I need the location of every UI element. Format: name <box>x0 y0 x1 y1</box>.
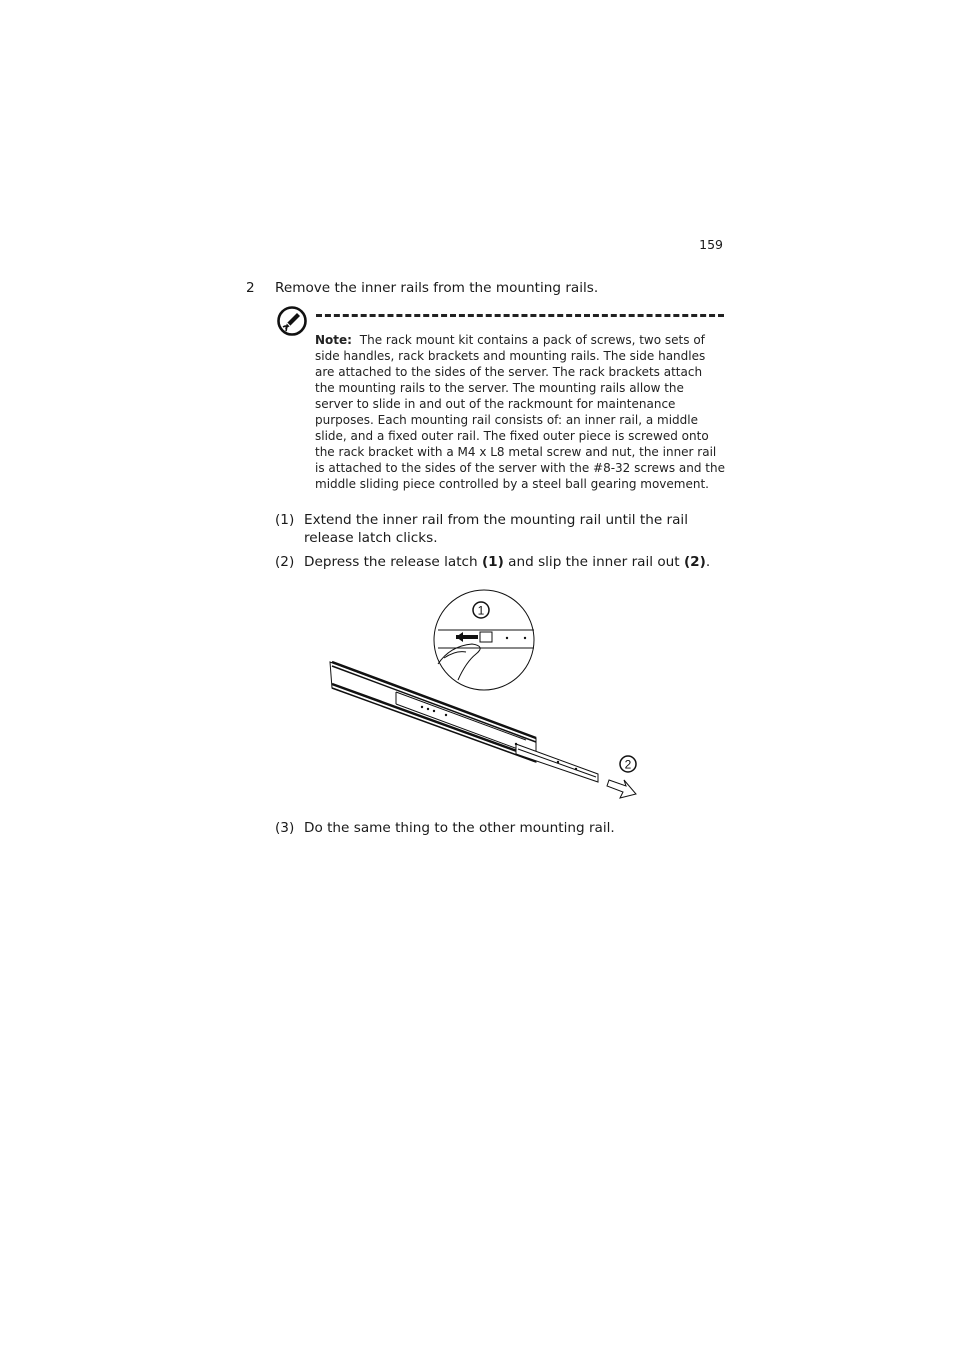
callout-number-1: 1 <box>477 603 485 618</box>
rail-removal-illustration <box>326 588 642 802</box>
substep-number: (2) <box>275 554 295 570</box>
pull-out-arrow-icon <box>607 780 636 798</box>
substep-text-part: and slip the inner rail out <box>503 554 684 570</box>
note-label: Note: <box>315 333 352 347</box>
step-text: Remove the inner rails from the mounting rails. <box>275 280 599 296</box>
callout-number-2: 2 <box>624 757 632 772</box>
note-divider <box>316 314 724 317</box>
callout-1 <box>473 602 489 618</box>
substep-text <box>304 553 724 571</box>
substep-text: Extend the inner rail from the mounting rail until the rail release latch clicks. <box>304 512 688 546</box>
callout-ref-1: (1) <box>481 554 504 570</box>
note-text: The rack mount kit contains a pack of screws, two sets of side handles, rack brackets and mounting rails. The side handles are attached to the sides of the server. The rack brackets attach the mounting rails to the server. The mounting rails allow the server to slide in and out of the rackmount for maintenance purposes. Each mounting rail consists of: an inner rail, a middle slide, and a fixed outer rail. The fixed outer piece is screwed onto the rack bracket with a M4 x L8 metal screw and nut, the inner rail is attached to the sides of the server with the #8-32 screws and the middle sliding piece controlled by a steel ball gearing movement. <box>315 333 725 491</box>
substep-text: Do the same thing to the other mounting rail. <box>304 820 615 836</box>
pencil-note-icon <box>276 305 308 337</box>
callout-ref-2: (2) <box>683 554 706 570</box>
substep-number: (3) <box>275 820 295 836</box>
step-number: 2 <box>246 280 255 296</box>
inner-rail <box>516 744 598 782</box>
callout-2 <box>620 756 636 772</box>
note-box <box>315 332 725 492</box>
substep-number: (1) <box>275 512 295 528</box>
substep-text-part: . <box>705 554 711 570</box>
page-number: 159 <box>699 237 723 252</box>
step-2 <box>246 280 598 296</box>
substep-text-part: Depress the release latch <box>304 554 482 570</box>
